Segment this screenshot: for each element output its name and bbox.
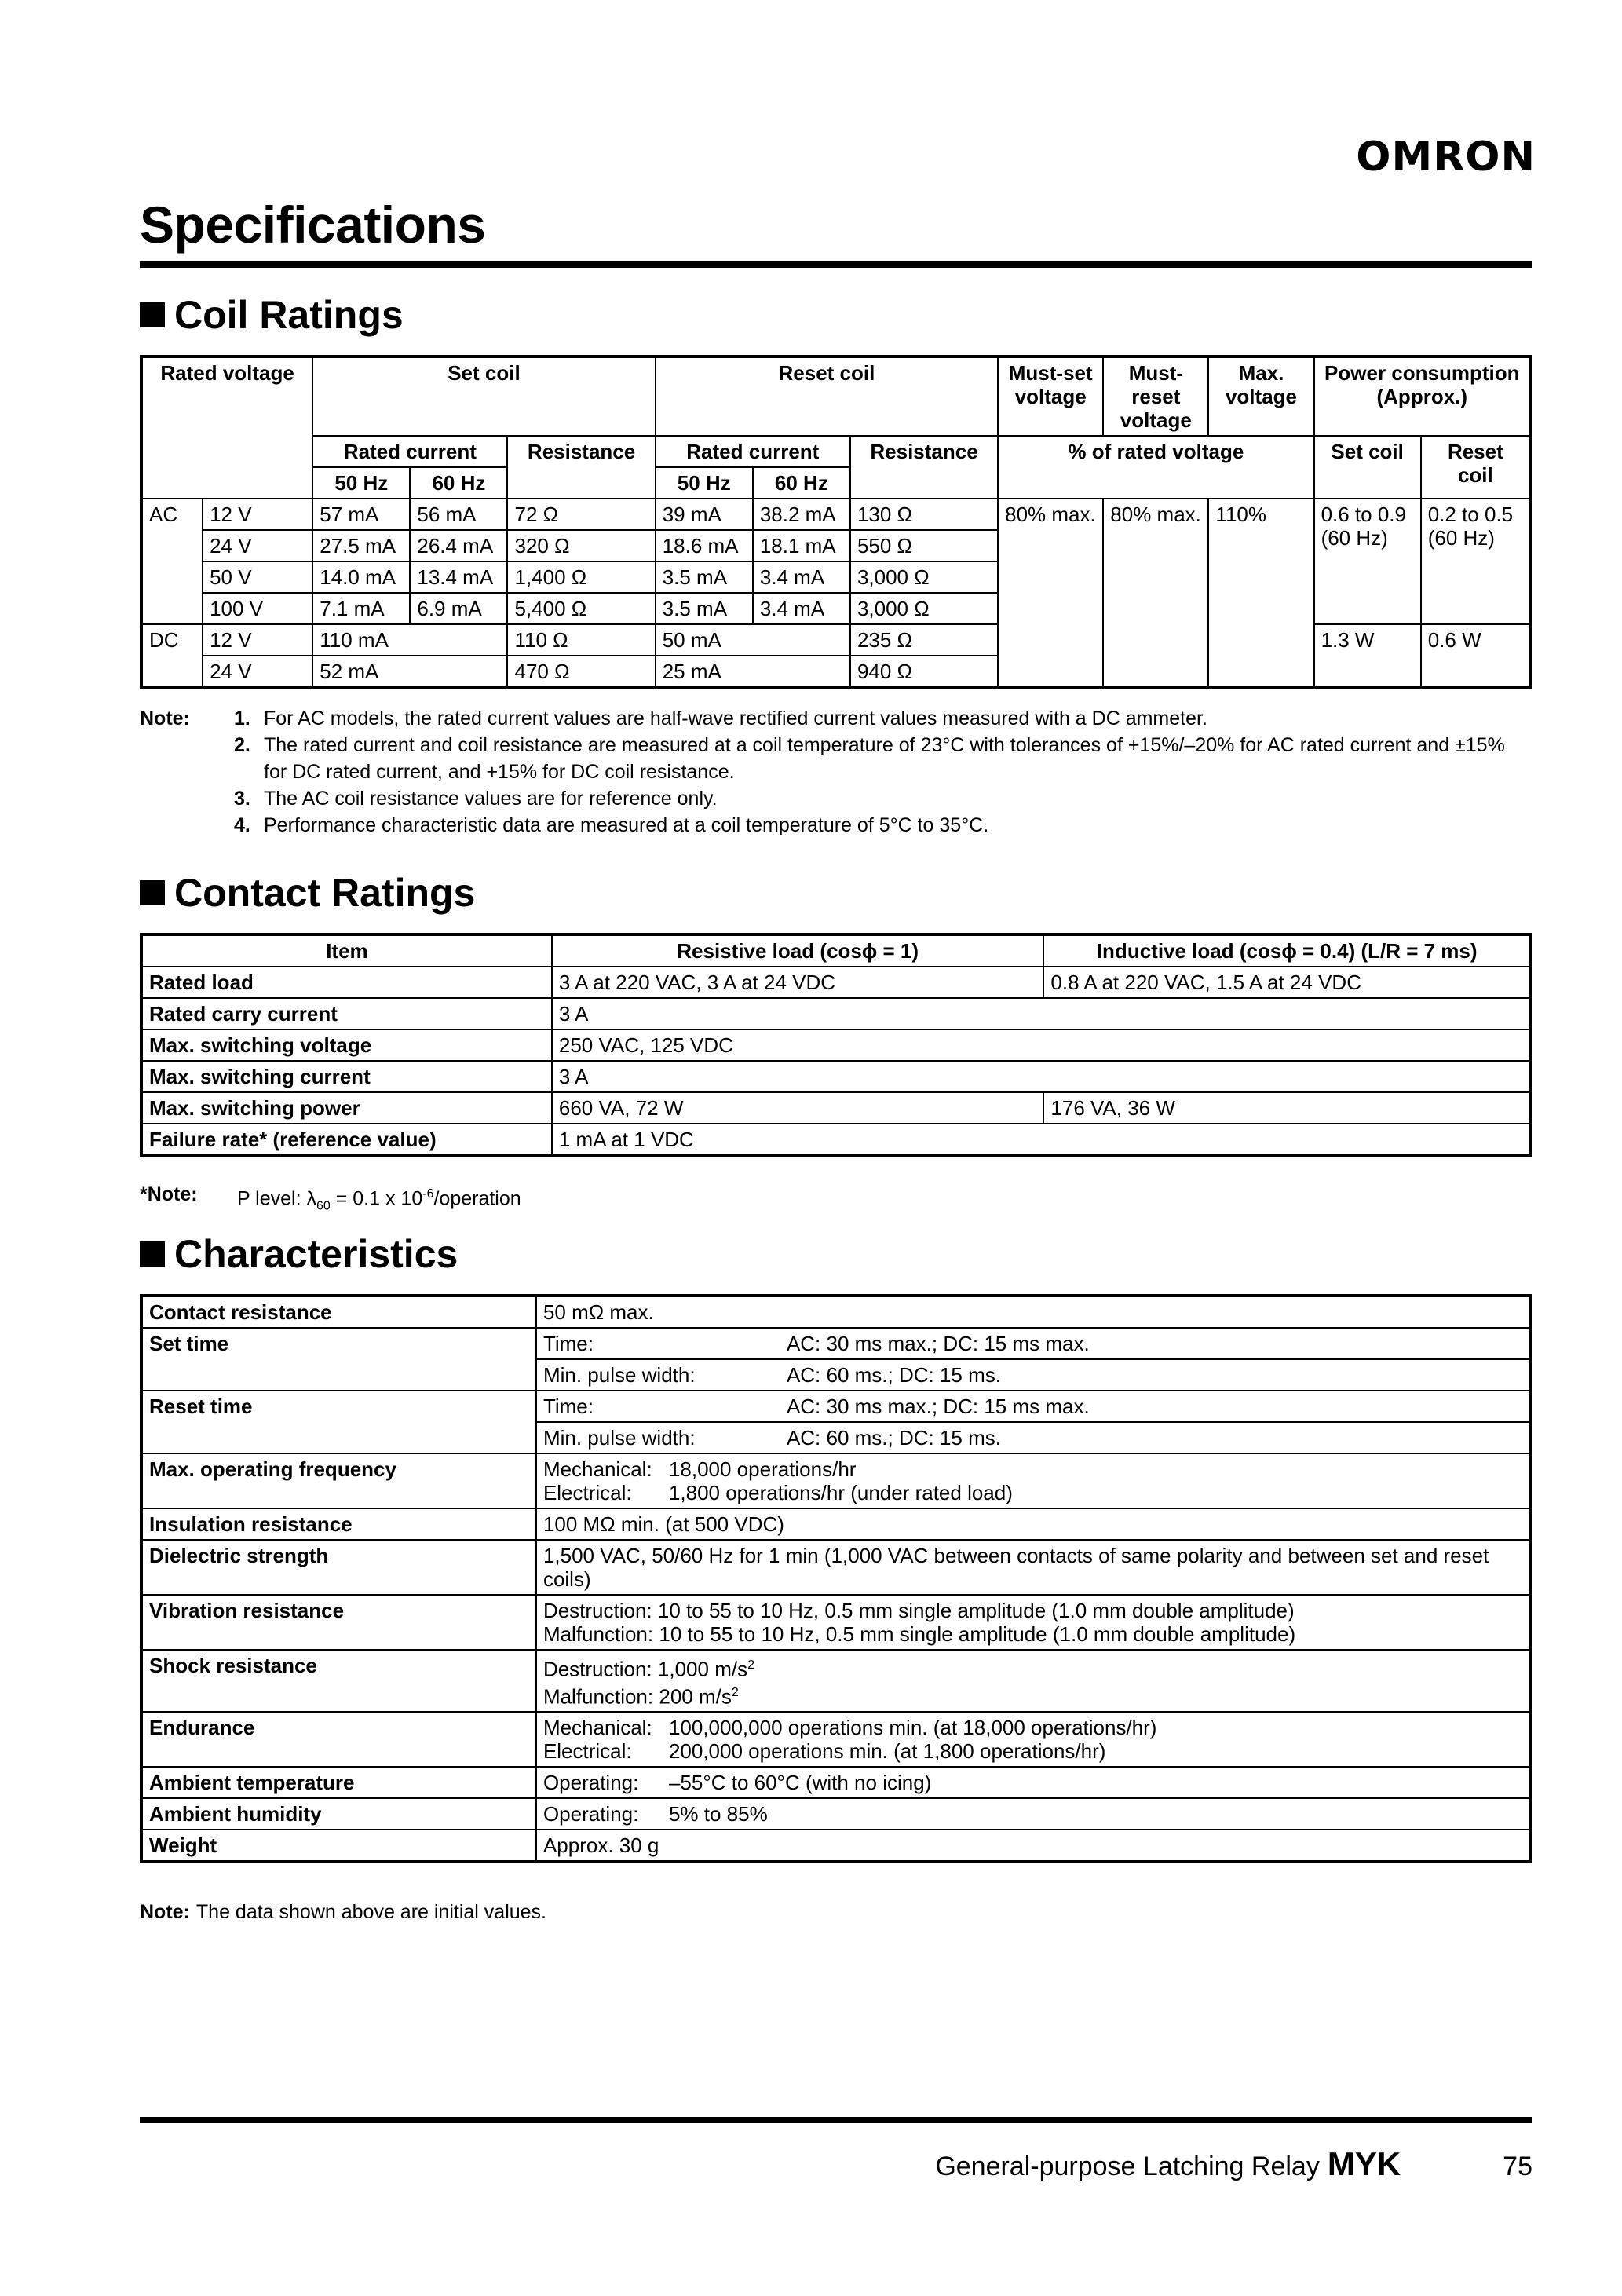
characteristics-table — [140, 1294, 1532, 1863]
cell: 56 mA — [410, 499, 507, 530]
cell: 27.5 mA — [312, 530, 410, 561]
cell: 0.8 A at 220 VAC, 1.5 A at 24 VDC — [1043, 967, 1531, 998]
th-pct-rated: % of rated voltage — [998, 436, 1313, 499]
th-reset-coil: Reset coil — [656, 356, 998, 436]
row-label: Ambient temperature — [141, 1767, 536, 1798]
row-label: Contact resistance — [141, 1296, 536, 1328]
th-must-reset: Must-reset voltage — [1103, 356, 1208, 436]
cell: Destruction: 1,000 $m/s^2$ Malfunction: 200 $m/s^2$ — [536, 1650, 1531, 1712]
cell: 1,400 Ω — [507, 561, 655, 593]
row-label: Vibration resistance — [141, 1595, 536, 1650]
cell: 3.4 mA — [753, 561, 850, 593]
omron-logo: OMRON — [1356, 133, 1536, 181]
cell: 38.2 mA — [753, 499, 850, 530]
table-row — [141, 624, 1531, 656]
cell: 50 mA — [656, 624, 850, 656]
cell: 24 V — [203, 530, 312, 561]
note-text: Performance characteristic data are measured at a coil temperature of 5°C to 35°C. — [264, 814, 989, 836]
ac-set-power: 0.6 to 0.9 (60 Hz) — [1314, 499, 1421, 624]
cell: 250 VAC, 125 VDC — [552, 1029, 1531, 1061]
row-label: Rated carry current — [141, 998, 552, 1029]
cell: 3.5 mA — [656, 561, 753, 593]
th-item: Item — [141, 934, 552, 967]
cell: 470 Ω — [507, 656, 655, 688]
cell: 110 mA — [312, 624, 507, 656]
cell: 940 Ω — [850, 656, 998, 688]
cell: 14.0 mA — [312, 561, 410, 593]
cell: 24 V — [203, 656, 312, 688]
footer-text: General-purpose Latching Relay — [935, 2152, 1320, 2181]
row-label: Endurance — [141, 1712, 536, 1767]
cell: 660 VA, 72 W — [552, 1092, 1044, 1124]
th-reset-60hz: 60 Hz — [753, 467, 850, 499]
table-row — [141, 1391, 1531, 1422]
table-row — [141, 1029, 1531, 1061]
note-text: The rated current and coil resistance are measured at a coil temperature of 23°C with tolerances of +15%/–20% for AC rated current and ±15% for DC rated current, and +15% for DC coil resistance. — [264, 734, 1505, 783]
contact-ratings-heading-text: Contact Ratings — [174, 871, 476, 915]
cell: 1,500 VAC, 50/60 Hz for 1 min (1,000 VAC between contacts of same polarity and between set and reset coils) — [536, 1540, 1531, 1595]
cell: 176 VA, 36 W — [1043, 1092, 1531, 1124]
table-row — [141, 1650, 1531, 1712]
note-number: 3. — [234, 788, 250, 810]
row-label: Failure rate* (reference value) — [141, 1124, 552, 1156]
table-row — [141, 1830, 1531, 1862]
cell: 110 Ω — [507, 624, 655, 656]
footer-model: MYK — [1327, 2145, 1401, 2182]
cell: Time: AC: 30 ms max.; DC: 15 ms max. — [536, 1391, 1531, 1422]
cell: 18.6 mA — [656, 530, 753, 561]
cell: 6.9 mA — [410, 593, 507, 624]
note-number: 1. — [234, 707, 250, 729]
square-bullet-icon — [140, 1241, 165, 1267]
cell: 72 Ω — [507, 499, 655, 530]
row-label: Set time — [141, 1328, 536, 1391]
characteristics-heading-text: Characteristics — [174, 1232, 458, 1276]
cell: 39 mA — [656, 499, 753, 530]
table-row — [141, 998, 1531, 1029]
cell: Mechanical: 18,000 operations/hr Electrical: 1,800 operations/hr (under rated load) — [536, 1453, 1531, 1508]
cell: 3 A — [552, 998, 1531, 1029]
th-reset-rated-current: Rated current — [656, 436, 850, 467]
must-reset-value: 80% max. — [1103, 499, 1208, 688]
cell: 26.4 mA — [410, 530, 507, 561]
row-label: Shock resistance — [141, 1650, 536, 1712]
note-text: The data shown above are initial values. — [195, 1901, 546, 1923]
cell: 100 MΩ min. (at 500 VDC) — [536, 1508, 1531, 1540]
th-resistive-load: Resistive load (cosϕ = 1) — [552, 934, 1044, 967]
cell: 7.1 mA — [312, 593, 410, 624]
th-set-resistance: Resistance — [507, 436, 655, 499]
th-power: Power consumption (Approx.) — [1314, 356, 1531, 436]
square-bullet-icon — [140, 880, 165, 905]
title-rule — [140, 261, 1532, 268]
dc-set-power: 1.3 W — [1314, 624, 1421, 688]
cell: Operating: 5% to 85% — [536, 1798, 1531, 1830]
cell: 3.4 mA — [753, 593, 850, 624]
row-label: Dielectric strength — [141, 1540, 536, 1595]
footer — [935, 2145, 1532, 2183]
coil-ratings-heading — [140, 292, 404, 338]
coil-ratings-heading-text: Coil Ratings — [174, 293, 404, 337]
cell: Min. pulse width: AC: 60 ms.; DC: 15 ms. — [536, 1422, 1531, 1453]
note-text: For AC models, the rated current values are half-wave rectified current values measured with a DC ammeter. — [264, 707, 1207, 729]
cell: 3.5 mA — [656, 593, 753, 624]
footer-rule — [140, 2117, 1532, 2123]
must-set-value: 80% max. — [998, 499, 1103, 688]
table-row — [141, 1712, 1531, 1767]
contact-ratings-heading — [140, 870, 475, 916]
cell: 235 Ω — [850, 624, 998, 656]
table-row — [141, 1767, 1531, 1798]
table-row — [141, 1061, 1531, 1092]
table-row — [141, 1296, 1531, 1328]
table-row — [141, 1798, 1531, 1830]
th-set-coil-short: Set coil — [1314, 436, 1421, 499]
th-reset-resistance: Resistance — [850, 436, 998, 499]
page-title: Specifications — [140, 196, 486, 254]
cell: Min. pulse width: AC: 60 ms.; DC: 15 ms. — [536, 1359, 1531, 1391]
note-number: 4. — [234, 814, 250, 836]
cell: 13.4 mA — [410, 561, 507, 593]
cell: 50 V — [203, 561, 312, 593]
th-max-voltage: Max. voltage — [1208, 356, 1313, 436]
note-text: P level: $\lambda_{60} = 0.1$ x $10^{-6}$/operation — [237, 1187, 521, 1213]
dc-label: DC — [141, 624, 203, 688]
cell: 18.1 mA — [753, 530, 850, 561]
cell: 100 V — [203, 593, 312, 624]
note-label: *Note: — [140, 1183, 198, 1205]
cell: Destruction: 10 to 55 to 10 Hz, 0.5 mm single amplitude (1.0 mm double amplitude) Malfunction: 10 to 55 to 10 Hz, 0.5 mm single amplitude (1.0 mm double amplitude) — [536, 1595, 1531, 1650]
th-set-coil: Set coil — [312, 356, 655, 436]
note-number: 2. — [234, 734, 250, 756]
cell: 25 mA — [656, 656, 850, 688]
row-label: Reset time — [141, 1391, 536, 1453]
cell: 320 Ω — [507, 530, 655, 561]
ac-reset-power: 0.2 to 0.5 (60 Hz) — [1421, 499, 1531, 624]
table-row — [141, 499, 1531, 530]
coil-notes — [140, 705, 1532, 839]
th-reset-coil-short: Reset coil — [1421, 436, 1531, 499]
table-row — [141, 1124, 1531, 1156]
cell: 3 A at 220 VAC, 3 A at 24 VDC — [552, 967, 1044, 998]
cell: 52 mA — [312, 656, 507, 688]
note-label: Note: — [140, 1901, 190, 1923]
table-row — [141, 967, 1531, 998]
table-row — [141, 1328, 1531, 1359]
row-label: Ambient humidity — [141, 1798, 536, 1830]
cell: 50 mΩ max. — [536, 1296, 1531, 1328]
th-inductive-load: Inductive load (cosϕ = 0.4) (L/R = 7 ms) — [1043, 934, 1531, 967]
cell: 12 V — [203, 624, 312, 656]
cell: 12 V — [203, 499, 312, 530]
cell: 3,000 Ω — [850, 593, 998, 624]
th-reset-50hz: 50 Hz — [656, 467, 753, 499]
max-voltage-value: 110% — [1208, 499, 1313, 688]
cell: 5,400 Ω — [507, 593, 655, 624]
dc-reset-power: 0.6 W — [1421, 624, 1531, 688]
table-row — [141, 1508, 1531, 1540]
cell: 57 mA — [312, 499, 410, 530]
cell: 3 A — [552, 1061, 1531, 1092]
square-bullet-icon — [140, 302, 165, 327]
table-row — [141, 1453, 1531, 1508]
note-label: Note: — [140, 707, 190, 729]
row-label: Weight — [141, 1830, 536, 1862]
th-must-set: Must-set voltage — [998, 356, 1103, 436]
row-label: Rated load — [141, 967, 552, 998]
th-rated-voltage: Rated voltage — [141, 356, 312, 499]
th-set-rated-current: Rated current — [312, 436, 507, 467]
page-number: 75 — [1503, 2152, 1532, 2181]
th-set-50hz: 50 Hz — [312, 467, 410, 499]
cell: Mechanical: 100,000,000 operations min. (at 18,000 operations/hr) Electrical: 200,000 operations min. (at 1,800 operations/hr) — [536, 1712, 1531, 1767]
cell: Approx. 30 g — [536, 1830, 1531, 1862]
table-row — [141, 1540, 1531, 1595]
cell: 3,000 Ω — [850, 561, 998, 593]
th-set-60hz: 60 Hz — [410, 467, 507, 499]
cell: Time: AC: 30 ms max.; DC: 15 ms max. — [536, 1328, 1531, 1359]
cell: 550 Ω — [850, 530, 998, 561]
contact-ratings-table — [140, 933, 1532, 1157]
row-label: Max. switching voltage — [141, 1029, 552, 1061]
table-row — [141, 1092, 1531, 1124]
row-label: Insulation resistance — [141, 1508, 536, 1540]
row-label: Max. switching power — [141, 1092, 552, 1124]
ac-label: AC — [141, 499, 203, 624]
row-label: Max. switching current — [141, 1061, 552, 1092]
table-row — [141, 1595, 1531, 1650]
characteristics-note — [140, 1899, 1532, 1925]
note-text: The AC coil resistance values are for reference only. — [264, 788, 718, 810]
coil-ratings-table — [140, 355, 1532, 689]
cell: 130 Ω — [850, 499, 998, 530]
characteristics-heading — [140, 1231, 458, 1277]
contact-note — [140, 1181, 1532, 1219]
row-label: Max. operating frequency — [141, 1453, 536, 1508]
cell: 1 mA at 1 VDC — [552, 1124, 1531, 1156]
cell: Operating: –55°C to 60°C (with no icing) — [536, 1767, 1531, 1798]
